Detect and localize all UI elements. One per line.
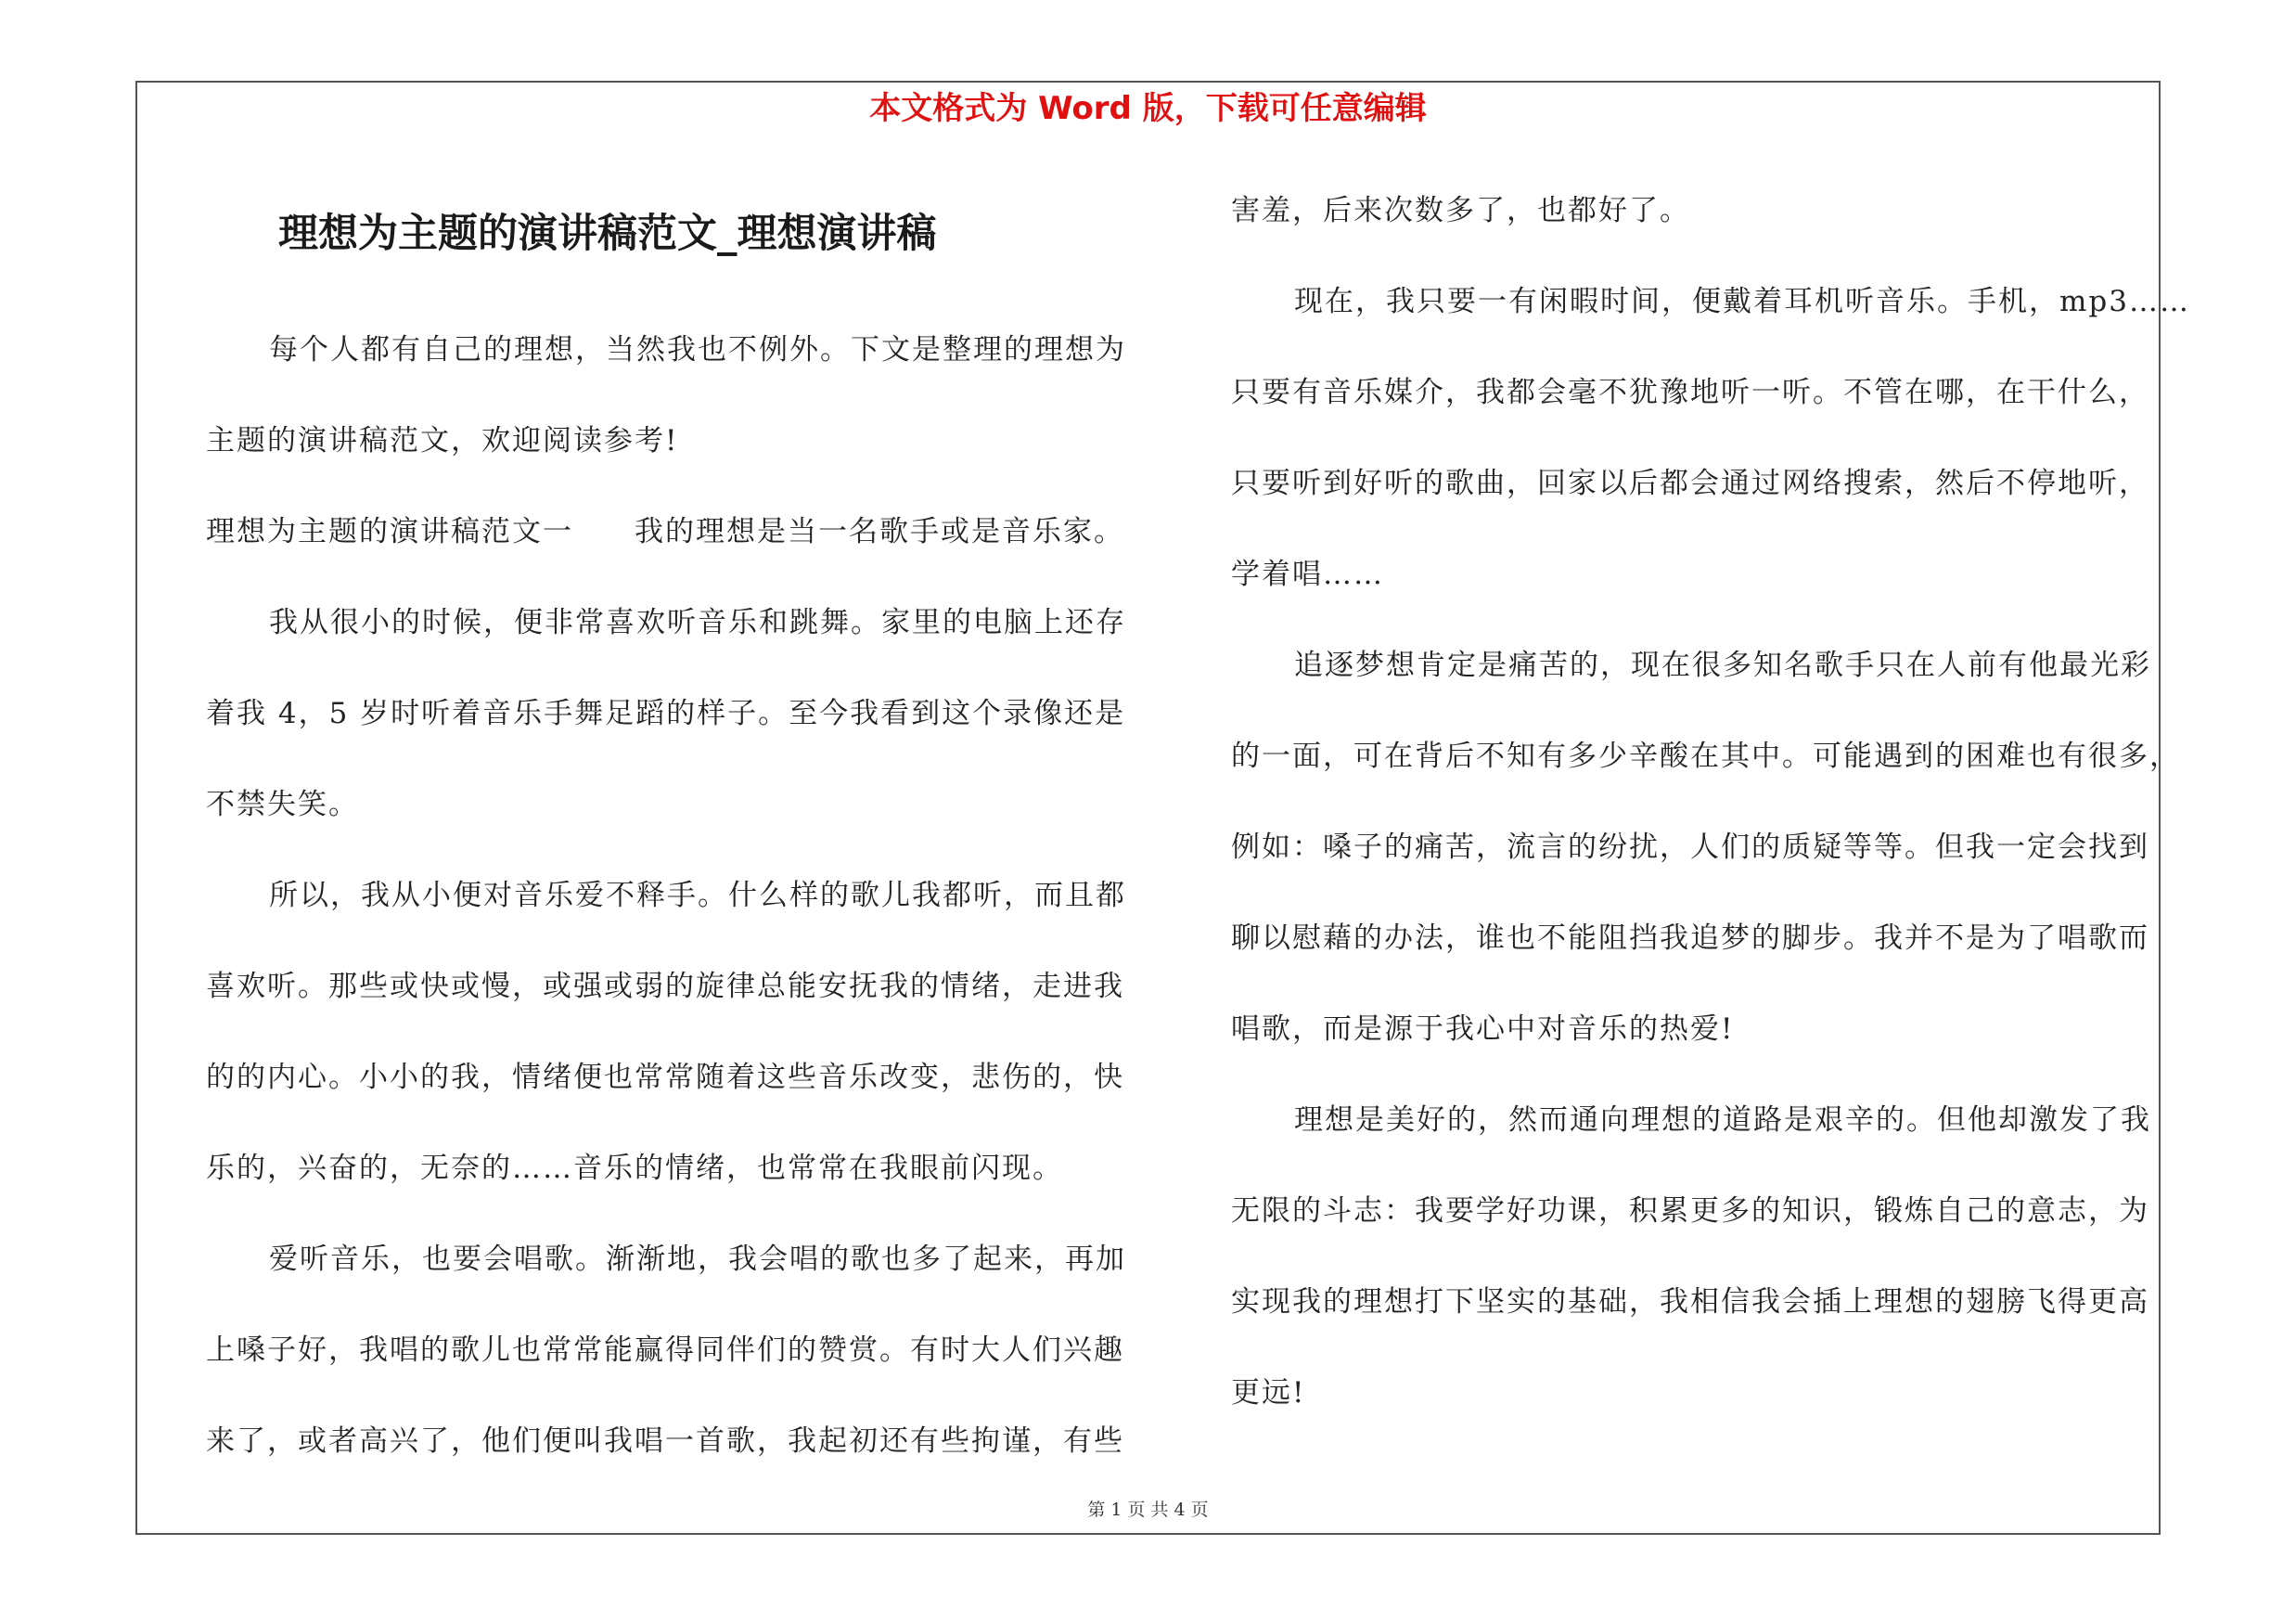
paragraph-line: 害羞，后来次数多了，也都好了。	[1231, 194, 1690, 227]
paragraph-line: 例如：嗓子的痛苦，流言的纷扰，人们的质疑等等。但我一定会找到	[1231, 831, 2149, 864]
paragraph-line: 现在，我只要一有闲暇时间，便戴着耳机听音乐。手机，mp3……	[1294, 285, 2190, 318]
format-banner: 本文格式为 Word 版，下载可任意编辑	[869, 90, 1427, 127]
paragraph-line: 的的内心。小小的我，情绪便也常常随着这些音乐改变，悲伤的，快	[206, 1061, 1124, 1094]
paragraph-line: 理想是美好的，然而通向理想的道路是艰辛的。但他却激发了我	[1294, 1103, 2151, 1137]
paragraph-line: 追逐梦想肯定是痛苦的，现在很多知名歌手只在人前有他最光彩	[1294, 649, 2151, 682]
paragraph-line: 上嗓子好，我唱的歌儿也常常能赢得同伴们的赞赏。有时大人们兴趣	[206, 1333, 1124, 1367]
paragraph-line: 学着唱……	[1231, 558, 1384, 591]
document-title: 理想为主题的演讲稿范文_理想演讲稿	[278, 211, 937, 257]
paragraph-line: 所以，我从小便对音乐爱不释手。什么样的歌儿我都听，而且都	[269, 879, 1126, 912]
page-number-footer: 第 1 页 共 4 页	[1087, 1500, 1209, 1520]
paragraph-line: 来了，或者高兴了，他们便叫我唱一首歌，我起初还有些拘谨，有些	[206, 1424, 1124, 1458]
paragraph-line: 实现我的理想打下坚实的基础，我相信我会插上理想的翅膀飞得更高	[1231, 1285, 2149, 1319]
paragraph-line: 爱听音乐，也要会唱歌。渐渐地，我会唱的歌也多了起来，再加	[269, 1243, 1126, 1276]
paragraph-line: 我从很小的时候，便非常喜欢听音乐和跳舞。家里的电脑上还存	[269, 606, 1126, 639]
paragraph-line: 着我 4，5 岁时听着音乐手舞足蹈的样子。至今我看到这个录像还是	[206, 697, 1126, 730]
paragraph-line: 的一面，可在背后不知有多少辛酸在其中。可能遇到的困难也有很多，	[1231, 740, 2180, 773]
paragraph-line: 只要有音乐媒介，我都会毫不犹豫地听一听。不管在哪，在干什么，	[1231, 376, 2149, 409]
paragraph-line: 无限的斗志：我要学好功课，积累更多的知识，锻炼自己的意志，为	[1231, 1194, 2149, 1228]
paragraph-line: 理想为主题的演讲稿范文一 我的理想是当一名歌手或是音乐家。	[206, 515, 1124, 548]
paragraph-line: 乐的，兴奋的，无奈的……音乐的情绪，也常常在我眼前闪现。	[206, 1152, 1063, 1185]
paragraph-line: 主题的演讲稿范文，欢迎阅读参考!	[206, 424, 679, 457]
paragraph-line: 每个人都有自己的理想，当然我也不例外。下文是整理的理想为	[269, 333, 1126, 367]
paragraph-line: 唱歌，而是源于我心中对音乐的热爱!	[1231, 1012, 1735, 1046]
paragraph-line: 只要听到好听的歌曲，回家以后都会通过网络搜索，然后不停地听，	[1231, 467, 2149, 500]
paragraph-line: 更远!	[1231, 1376, 1306, 1410]
paragraph-line: 喜欢听。那些或快或慢，或强或弱的旋律总能安抚我的情绪，走进我	[206, 970, 1124, 1003]
paragraph-line: 不禁失笑。	[206, 788, 359, 821]
paragraph-line: 聊以慰藉的办法，谁也不能阻挡我追梦的脚步。我并不是为了唱歌而	[1231, 921, 2149, 955]
